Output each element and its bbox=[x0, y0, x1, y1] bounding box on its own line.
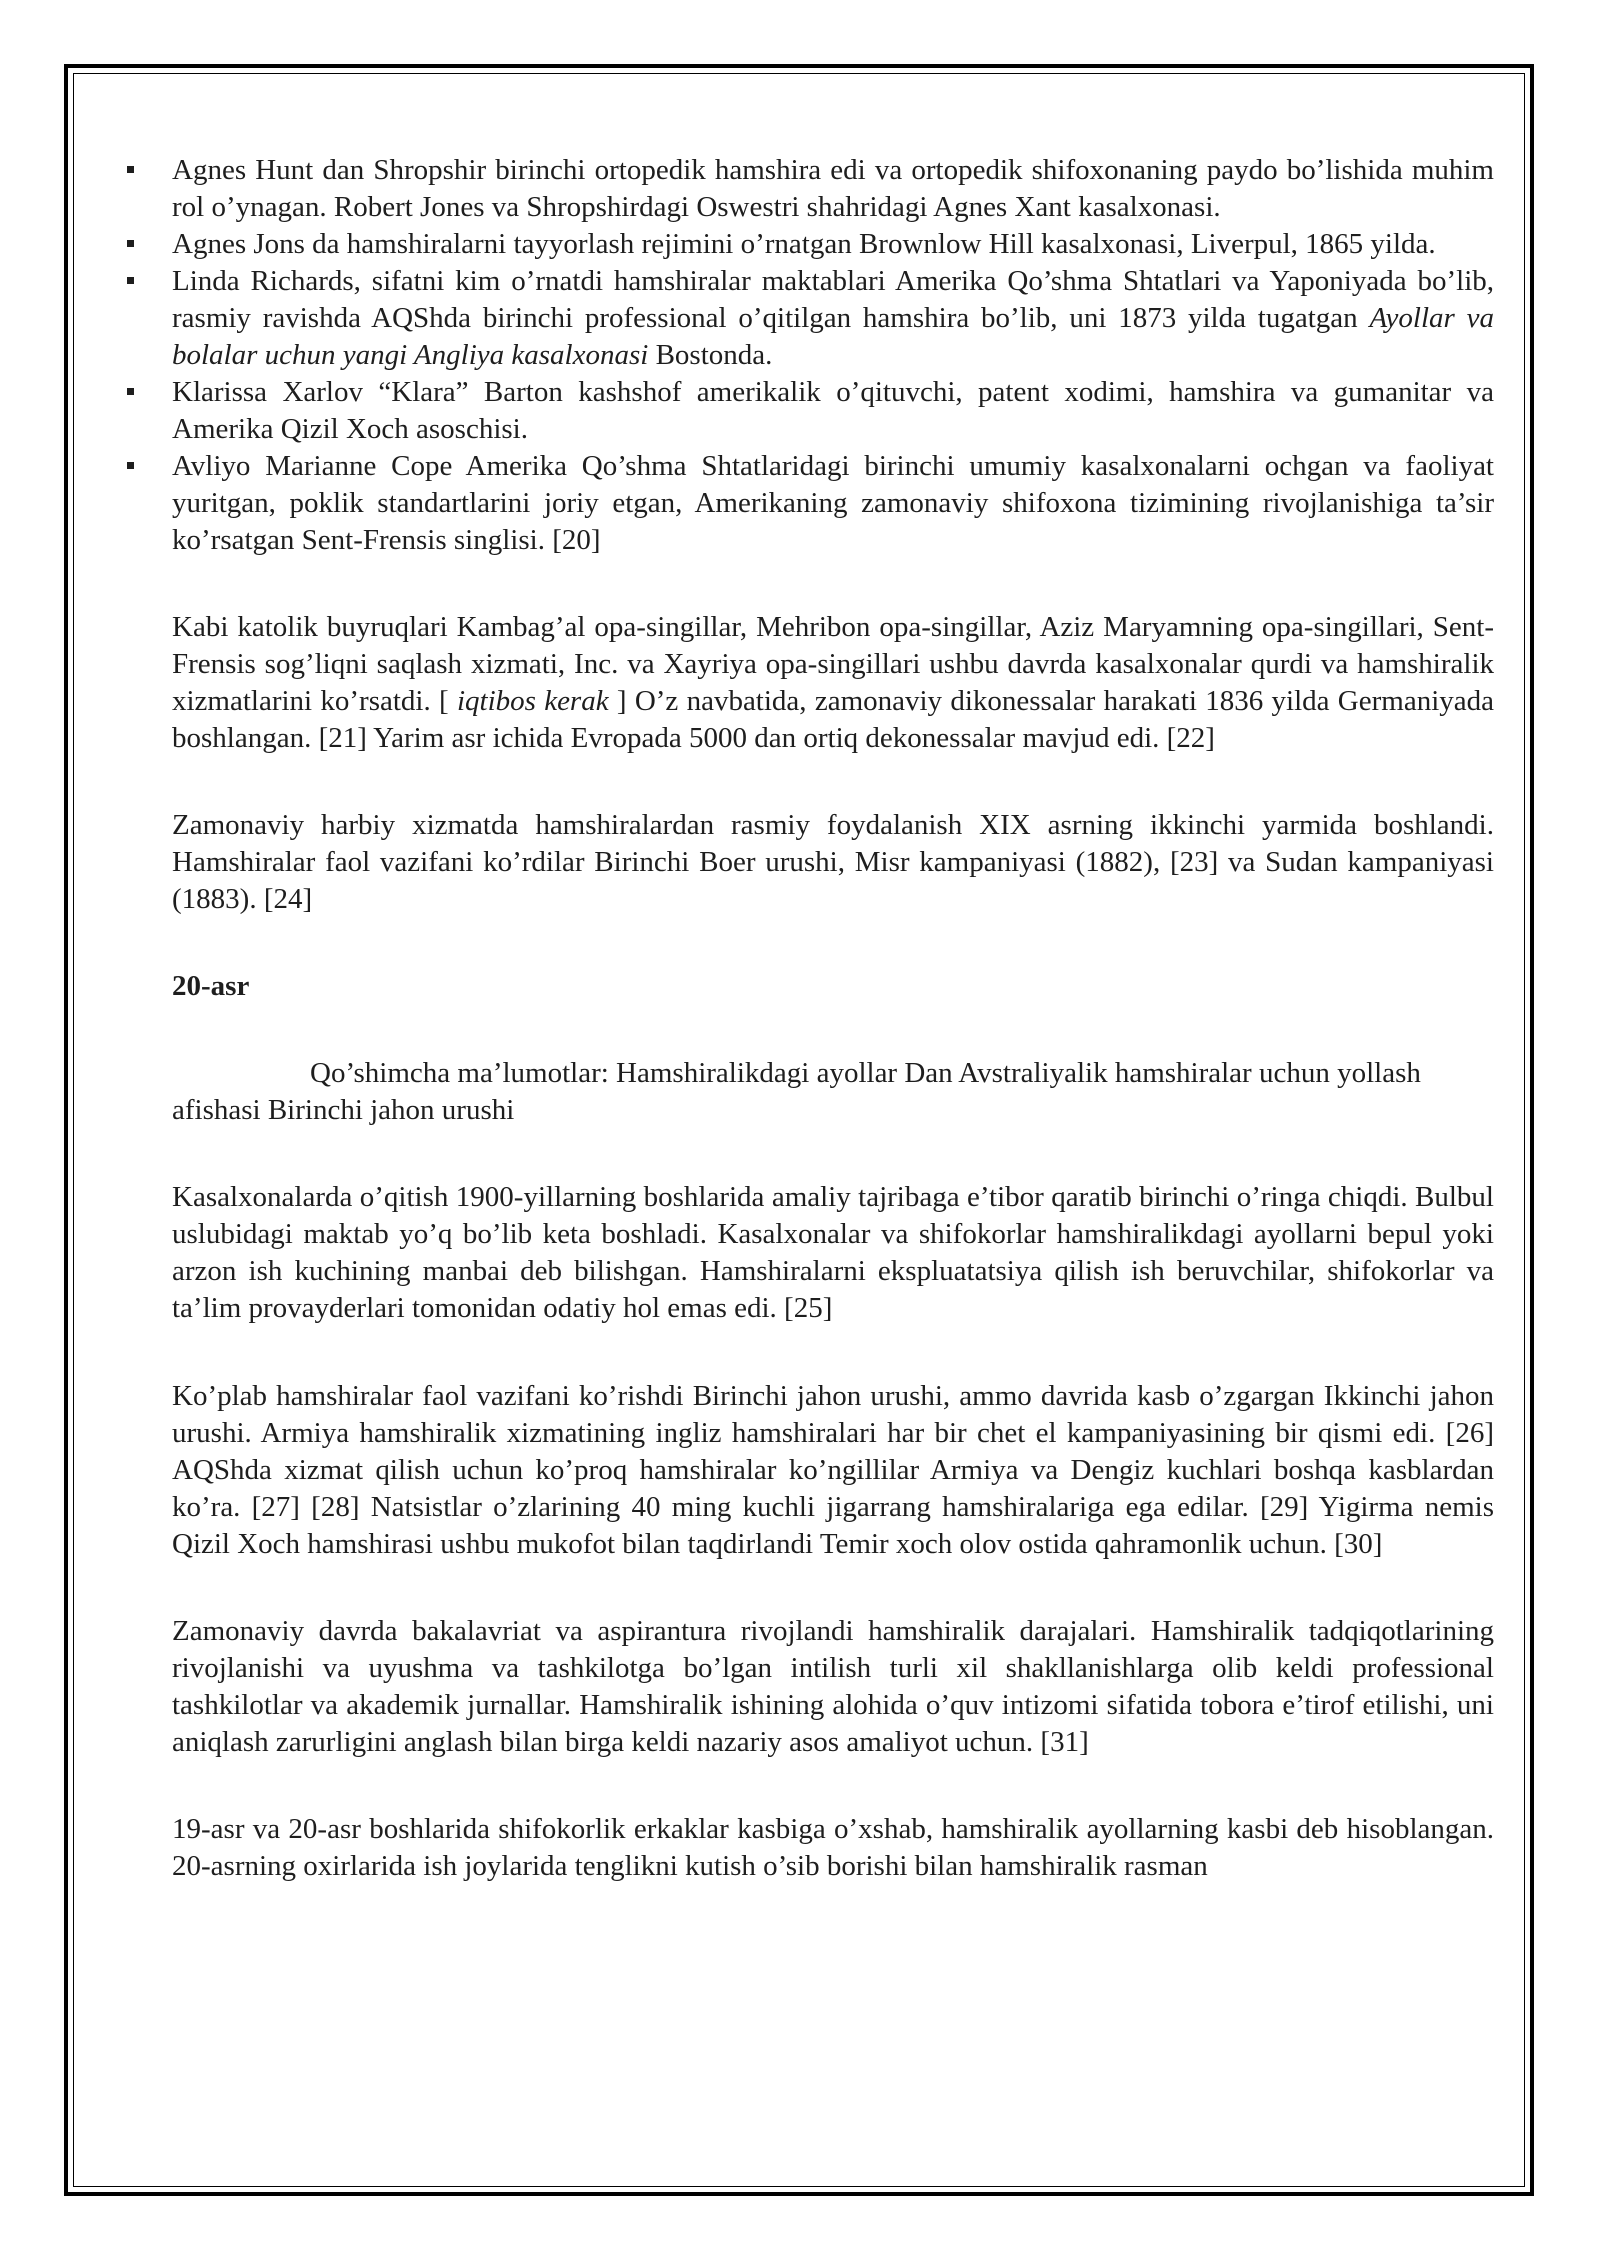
document-body bbox=[172, 152, 1494, 1885]
list-item-text: Agnes Jons da hamshiralarni tayyorlash rejimini o’rnatgan Brownlow Hill kasalxonasi, Liverpul, 1865 yilda. bbox=[172, 228, 1436, 260]
spacer bbox=[172, 1005, 1494, 1055]
spacer bbox=[172, 1563, 1494, 1613]
further-info-note: Qo’shimcha ma’lumotlar: Hamshiralikdagi ayollar Dan Avstraliyalik hamshiralar uchun yollash afishasi Birinchi jahon urushi bbox=[172, 1057, 1421, 1126]
list-item bbox=[172, 152, 1494, 226]
spacer bbox=[172, 1327, 1494, 1378]
list-item-text: Klarissa Xarlov “Klara” Barton kashshof amerikalik o’qituvchi, patent xodimi, hamshira va gumanitar va Amerika Qizil Xoch asoschisi. bbox=[172, 376, 1494, 445]
square-bullet-icon bbox=[127, 277, 134, 284]
paragraph-catholic-orders bbox=[172, 609, 1494, 757]
bullet-list bbox=[172, 152, 1494, 559]
list-item-italic-text: Ayollar va bolalar uchun yangi Angliya kasalxonasi bbox=[172, 302, 1494, 371]
paragraph-text: Kabi katolik buyruqlari Kambag’al opa-singillar, Mehribon opa-singillar, Aziz Maryamning opa-singillari, Sent-Frensis sog’liqni saqlash xizmati, Inc. va Xayriya opa-singillari ushbu davrda kasalxonalar qurdi va hamshiralik xizmatlarini ko’rsatdi. [ bbox=[172, 611, 1494, 717]
list-item bbox=[172, 448, 1494, 559]
square-bullet-icon bbox=[127, 462, 134, 469]
list-item-text: Avliyo Marianne Cope Amerika Qo’shma Shtatlaridagi birinchi umumiy kasalxonalarni ochgan va faoliyat yuritgan, poklik standartlarini joriy etgan, Amerikaning zamonaviy shifoxona tizimining rivojlanishiga ta’sir ko’rsatgan Sent-Frensis singlisi. [20] bbox=[172, 450, 1494, 556]
spacer bbox=[172, 1761, 1494, 1811]
list-item bbox=[172, 374, 1494, 448]
paragraph-text: ] O’z navbatida, zamonaviy dikonessalar harakati 1836 yilda Germaniyada boshlangan. [21] Yarim asr ichida Evropada 5000 dan ortiq dekonessalar mavjud edi. [22] bbox=[172, 685, 1494, 754]
list-item-text: Bostonda. bbox=[648, 339, 773, 371]
spacer bbox=[172, 918, 1494, 968]
list-item-text: Agnes Hunt dan Shropshir birinchi ortopedik hamshira edi va ortopedik shifoxonaning paydo bo’lishida muhim rol o’ynagan. Robert Jones va Shropshirdagi Oswestri shahridagi Agnes Xant kasalxonasi. bbox=[172, 154, 1494, 223]
spacer bbox=[172, 559, 1494, 609]
spacer bbox=[172, 1129, 1494, 1179]
paragraph-gender: 19-asr va 20-asr boshlarida shifokorlik erkaklar kasbiga o’xshab, hamshiralik ayollarning kasbi deb hisoblangan. 20-asrning oxirlarida ish joylarida tenglikni kutish o’sib borishi bilan hamshiralik rasman bbox=[172, 1813, 1494, 1882]
square-bullet-icon bbox=[127, 240, 134, 247]
spacer bbox=[172, 757, 1494, 807]
paragraph-world-wars: Ko’plab hamshiralar faol vazifani ko’rishdi Birinchi jahon urushi, ammo davrida kasb o’zgargan Ikkinchi jahon urushi. Armiya hamshiralik xizmatining ingliz hamshiralari har bir chet el kampaniyasining bir qismi edi. [26] AQShda xizmat qilish uchun ko’proq hamshiralar ko’ngillilar Armiya va Dengiz kuchlari boshqa kasblardan ko’ra. [27] [28] Natsistlar o’zlarining 40 ming kuchli jigarrang hamshiralariga ega edilar. [29] Yigirma nemis Qizil Xoch hamshirasi ushbu mukofot bilan taqdirlandi Temir xoch olov ostida qahramonlik uchun. [30] bbox=[172, 1380, 1494, 1560]
paragraph-hospital-training: Kasalxonalarda o’qitish 1900-yillarning boshlarida amaliy tajribaga e’tibor qaratib birinchi o’ringa chiqdi. Bulbul uslubidagi maktab yo’q bo’lib keta boshladi. Kasalxonalar va shifokorlar hamshiralikdagi ayollarni bepul yoki arzon ish kuchining manbai deb bilishgan. Hamshiralarni ekspluatatsiya qilish ish beruvchilar, shifokorlar va ta’lim provayderlari tomonidan odatiy hol emas edi. [25] bbox=[172, 1181, 1494, 1324]
square-bullet-icon bbox=[127, 388, 134, 395]
paragraph-modern-era: Zamonaviy davrda bakalavriat va aspirantura rivojlandi hamshiralik darajalari. Hamshiralik tadqiqotlarining rivojlanishi va uyushma va tashkilotga bo’lgan intilish turli xil shakllanishlarga olib keldi professional tashkilotlar va akademik jurnallar. Hamshiralik ishining alohida o’quv intizomi sifatida tobora e’tirof etilishi, uni aniqlash zarurligini anglash bilan birga keldi nazariy asos amaliyot uchun. [31] bbox=[172, 1615, 1494, 1758]
paragraph-military: Zamonaviy harbiy xizmatda hamshiralardan rasmiy foydalanish XIX asrning ikkinchi yarmida boshlandi. Hamshiralar faol vazifani ko’rdilar Birinchi Boer urushi, Misr kampaniyasi (1882), [23] va Sudan kampaniyasi (1883). [24] bbox=[172, 809, 1494, 915]
list-item bbox=[172, 263, 1494, 374]
square-bullet-icon bbox=[127, 166, 134, 173]
section-heading-20th-century: 20-asr bbox=[172, 970, 250, 1002]
list-item-text: Linda Richards, sifatni kim o’rnatdi hamshiralar maktablari Amerika Qo’shma Shtatlari va Yaponiyada bo’lib, rasmiy ravishda AQShda birinchi professional o’qitilgan hamshira bo’lib, uni 1873 yilda tugatgan bbox=[172, 265, 1494, 334]
citation-needed-text: iqtibos kerak bbox=[456, 685, 609, 717]
list-item bbox=[172, 226, 1494, 263]
